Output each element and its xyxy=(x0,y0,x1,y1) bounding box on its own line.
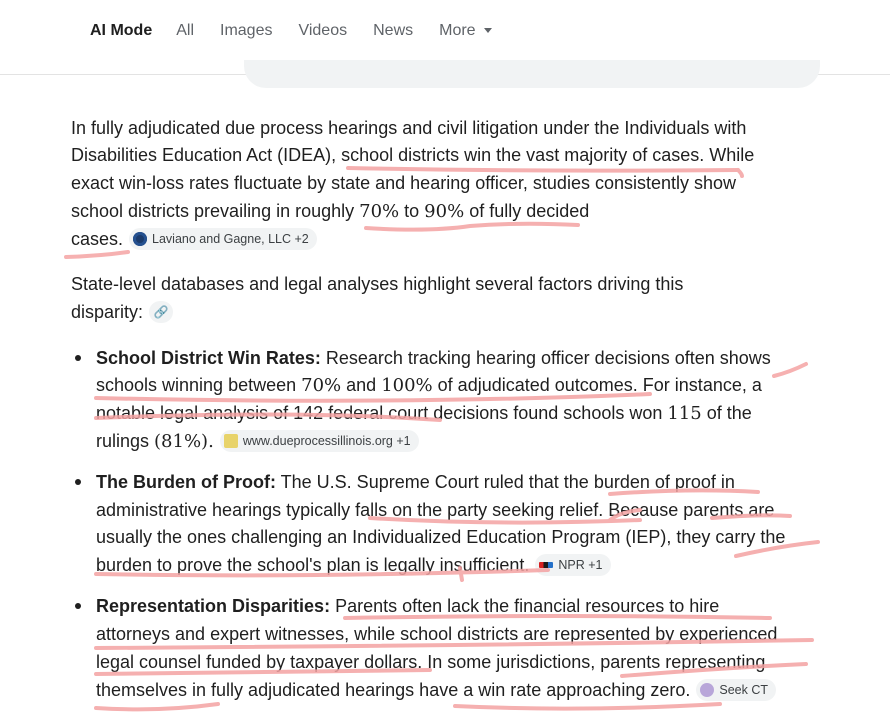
bullet3-line3: legal counsel funded by taxpayer dollars. In some jurisdictions, parents representing xyxy=(96,652,766,672)
bullet3-line2: attorneys and expert witnesses, while school districts are represented by experienced xyxy=(96,624,778,644)
bullet3-text: themselves in fully adjudicated hearings have a win rate approaching zero. xyxy=(96,680,691,700)
bullet1-line3 xyxy=(96,402,752,425)
bullet3-title: Representation Disparities: xyxy=(96,596,331,616)
bullet3-text: Parents often lack the financial resources to hire xyxy=(330,596,720,616)
bullet2-line4 xyxy=(96,554,611,577)
bullet1-text: of adjudicated outcomes. For instance, a xyxy=(432,375,762,395)
para2-line1: State-level databases and legal analyses highlight several factors driving this xyxy=(71,274,684,294)
para1-line2 xyxy=(71,144,754,166)
para1-highlight: school districts win the vast majority of cases. xyxy=(341,145,705,165)
para1-line5 xyxy=(71,228,317,251)
bullet2-line2: administrative hearings typically falls on the party seeking relief. Because parents are xyxy=(96,500,775,520)
tab-more-label: More xyxy=(439,22,476,39)
bullet1-text: of the xyxy=(701,403,752,423)
source-chip-dueprocess[interactable] xyxy=(220,430,419,452)
para1-text: Disabilities Education Act (IDEA), xyxy=(71,145,342,165)
bullet1-text: schools winning between xyxy=(96,375,302,395)
npr-logo-icon xyxy=(539,562,553,568)
count-value: 115 xyxy=(667,403,702,424)
bullet1-line1 xyxy=(96,347,771,369)
source-chip-label: Laviano and Gagne, LLC +2 xyxy=(152,232,309,247)
bullet3-line4 xyxy=(96,679,776,702)
bullet2-text: The U.S. Supreme Court ruled that the burden of proof in xyxy=(275,472,735,492)
para1-text: of fully decided xyxy=(464,201,590,221)
source-chip-label: NPR +1 xyxy=(558,558,603,573)
dueprocess-logo-icon xyxy=(224,434,238,448)
para2-line2 xyxy=(71,301,173,324)
bullet1-text: and xyxy=(341,375,382,395)
bullet-dot xyxy=(75,479,81,485)
bullet1-title: School District Win Rates: xyxy=(96,348,321,368)
bullet3-line1 xyxy=(96,595,719,617)
para1-text: to xyxy=(399,201,425,221)
source-chip-label: www.dueprocessillinois.org +1 xyxy=(242,434,411,449)
tab-ai-mode[interactable]: AI Mode xyxy=(90,22,153,39)
para1-line3: exact win-loss rates fluctuate by state and hearing officer, studies consistently show xyxy=(71,173,737,193)
bullet1-line4 xyxy=(96,430,419,453)
bullet2-line3: usually the ones challenging an Individualized Education Program (IEP), they carry the xyxy=(96,527,786,547)
percent-value: 100% xyxy=(381,375,433,396)
tab-news[interactable]: News xyxy=(373,22,414,39)
bullet1-text: Research tracking hearing officer decisions often shows xyxy=(320,348,771,368)
para2-text: disparity: xyxy=(71,302,144,322)
percent-value: 70% xyxy=(301,375,342,396)
bullet1-text: notable legal analysis of 142 federal court decisions found schools won xyxy=(96,403,668,423)
source-chip-label: Seek CT xyxy=(719,683,768,698)
para1-line1: In fully adjudicated due process hearings and civil litigation under the Individuals with xyxy=(71,118,747,138)
tab-images[interactable]: Images xyxy=(220,22,273,39)
tab-all[interactable]: All xyxy=(176,22,194,39)
para1-text: cases. xyxy=(71,229,124,249)
bullet-dot xyxy=(75,603,81,609)
para1-text: school districts prevailing in roughly xyxy=(71,201,360,221)
tab-videos[interactable]: Videos xyxy=(298,22,348,39)
bullet2-text: burden to prove the school's plan is legally insufficient. xyxy=(96,555,530,575)
percent-value: 90% xyxy=(424,201,465,222)
seekct-logo-icon xyxy=(700,683,714,697)
bullet1-line2 xyxy=(96,374,762,397)
source-chip-laviano[interactable] xyxy=(129,228,317,250)
bullet-dot xyxy=(75,355,81,361)
bullet2-title: The Burden of Proof: xyxy=(96,472,276,492)
source-chip-npr[interactable] xyxy=(535,554,610,576)
laviano-logo-icon xyxy=(133,232,147,246)
percent-value: 70% xyxy=(359,201,400,222)
percent-value: (81%). xyxy=(154,431,214,452)
para1-text: While xyxy=(704,145,755,165)
link-icon[interactable]: 🔗 xyxy=(149,301,173,323)
bullet2-line1 xyxy=(96,471,735,493)
source-chip-seekct[interactable] xyxy=(696,679,776,701)
para1-line4 xyxy=(71,200,589,223)
bullet1-text: rulings xyxy=(96,431,155,451)
